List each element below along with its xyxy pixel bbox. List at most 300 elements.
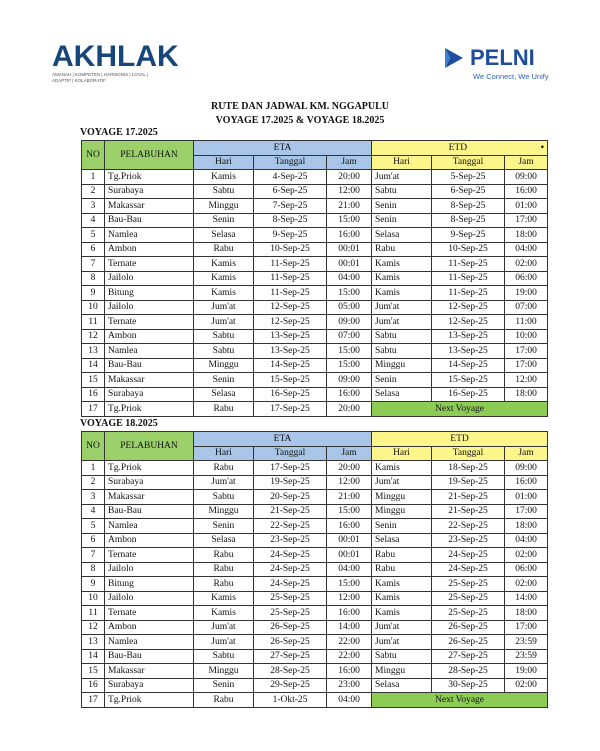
row-eta-jam: 16:00 bbox=[327, 664, 372, 679]
title-line-2: VOYAGE 17.2025 & VOYAGE 18.2025 bbox=[215, 115, 385, 126]
row-no: 7 bbox=[82, 548, 105, 563]
row-port: Surabaya bbox=[105, 184, 194, 199]
table-row bbox=[82, 199, 548, 214]
row-etd-jam: 02:00 bbox=[505, 548, 548, 563]
row-etd-hari: Kamis bbox=[372, 577, 432, 592]
row-etd-hari: Selasa bbox=[372, 678, 432, 693]
table-row bbox=[82, 300, 548, 315]
row-etd-jam: 02:00 bbox=[505, 577, 548, 592]
row-eta-jam: 04:00 bbox=[327, 562, 372, 577]
row-etd-hari: Kamis bbox=[372, 257, 432, 272]
title-line-1: RUTE DAN JADWAL KM. NGGAPULU bbox=[210, 101, 390, 112]
row-eta-jam: 16:00 bbox=[327, 519, 372, 534]
row-eta-hari: Senin bbox=[194, 678, 254, 693]
row-eta-jam: 22:00 bbox=[327, 649, 372, 664]
header-etd-tanggal: Tanggal bbox=[432, 155, 505, 170]
row-eta-hari: Jum'at bbox=[194, 620, 254, 635]
row-eta-jam: 04:00 bbox=[327, 693, 372, 708]
row-port: Namlea bbox=[105, 344, 194, 359]
row-etd-jam: 09:00 bbox=[505, 170, 548, 185]
table-row bbox=[82, 548, 548, 563]
row-no: 9 bbox=[82, 577, 105, 592]
row-eta-jam: 20:00 bbox=[327, 402, 372, 417]
row-eta-tanggal: 4-Sep-25 bbox=[254, 170, 327, 185]
table-row bbox=[82, 402, 548, 417]
row-no: 15 bbox=[82, 664, 105, 679]
row-eta-tanggal: 11-Sep-25 bbox=[254, 286, 327, 301]
bullet-mark: • bbox=[540, 142, 545, 153]
row-eta-jam: 15:00 bbox=[327, 577, 372, 592]
header-eta-tanggal: Tanggal bbox=[254, 446, 327, 461]
row-eta-tanggal: 17-Sep-25 bbox=[254, 402, 327, 417]
row-etd-hari: Jum'at bbox=[372, 315, 432, 330]
row-no: 15 bbox=[82, 373, 105, 388]
voyage-label: VOYAGE 18.2025 bbox=[80, 418, 158, 429]
header-etd-hari: Hari bbox=[372, 155, 432, 170]
next-voyage-cell: Next Voyage bbox=[372, 402, 548, 417]
row-etd-tanggal: 26-Sep-25 bbox=[432, 635, 505, 650]
row-port: Tg.Priok bbox=[105, 693, 194, 708]
row-etd-tanggal: 13-Sep-25 bbox=[432, 344, 505, 359]
row-etd-tanggal: 6-Sep-25 bbox=[432, 184, 505, 199]
row-eta-hari: Kamis bbox=[194, 591, 254, 606]
row-etd-tanggal: 22-Sep-25 bbox=[432, 519, 505, 534]
table-row bbox=[82, 461, 548, 476]
row-port: Ternate bbox=[105, 315, 194, 330]
row-etd-hari: Kamis bbox=[372, 461, 432, 476]
row-port: Ternate bbox=[105, 606, 194, 621]
row-eta-hari: Minggu bbox=[194, 358, 254, 373]
row-eta-jam: 15:00 bbox=[327, 358, 372, 373]
row-etd-tanggal: 21-Sep-25 bbox=[432, 490, 505, 505]
row-eta-tanggal: 25-Sep-25 bbox=[254, 606, 327, 621]
row-eta-jam: 09:00 bbox=[327, 373, 372, 388]
row-no: 11 bbox=[82, 315, 105, 330]
row-etd-tanggal: 16-Sep-25 bbox=[432, 387, 505, 402]
row-etd-tanggal: 8-Sep-25 bbox=[432, 213, 505, 228]
akhlak-tagline: AMANAH | KOMPETEN | HARMONIS | LOYAL | ADAPTIF | KOLABORATIF bbox=[52, 72, 149, 83]
row-eta-hari: Selasa bbox=[194, 387, 254, 402]
row-no: 11 bbox=[82, 606, 105, 621]
header-eta-hari: Hari bbox=[194, 446, 254, 461]
row-etd-tanggal: 30-Sep-25 bbox=[432, 678, 505, 693]
row-eta-tanggal: 10-Sep-25 bbox=[254, 242, 327, 257]
row-etd-jam: 01:00 bbox=[505, 199, 548, 214]
row-eta-hari: Kamis bbox=[194, 606, 254, 621]
row-no: 3 bbox=[82, 199, 105, 214]
row-etd-jam: 17:00 bbox=[505, 344, 548, 359]
table-row bbox=[82, 170, 548, 185]
row-etd-hari: Selasa bbox=[372, 533, 432, 548]
row-no: 9 bbox=[82, 286, 105, 301]
row-eta-hari: Rabu bbox=[194, 461, 254, 476]
row-etd-jam: 23:59 bbox=[505, 635, 548, 650]
row-etd-jam: 16:00 bbox=[505, 184, 548, 199]
row-port: Ambon bbox=[105, 242, 194, 257]
header-no: NO bbox=[82, 141, 105, 170]
table-row bbox=[82, 315, 548, 330]
row-eta-jam: 16:00 bbox=[327, 606, 372, 621]
table-row bbox=[82, 620, 548, 635]
row-eta-tanggal: 23-Sep-25 bbox=[254, 533, 327, 548]
row-etd-tanggal: 19-Sep-25 bbox=[432, 475, 505, 490]
row-port: Makassar bbox=[105, 199, 194, 214]
row-eta-jam: 16:00 bbox=[327, 387, 372, 402]
header-etd bbox=[372, 432, 548, 447]
row-eta-hari: Jum'at bbox=[194, 635, 254, 650]
row-port: Bau-Bau bbox=[105, 649, 194, 664]
row-eta-hari: Sabtu bbox=[194, 329, 254, 344]
akhlak-logo-text: AKHLAK bbox=[52, 40, 179, 73]
row-etd-tanggal: 10-Sep-25 bbox=[432, 242, 505, 257]
row-etd-tanggal: 25-Sep-25 bbox=[432, 577, 505, 592]
table-row bbox=[82, 387, 548, 402]
row-eta-hari: Senin bbox=[194, 519, 254, 534]
row-etd-tanggal: 14-Sep-25 bbox=[432, 358, 505, 373]
akhlak-logo bbox=[52, 42, 179, 84]
row-eta-hari: Rabu bbox=[194, 577, 254, 592]
row-no: 13 bbox=[82, 635, 105, 650]
row-etd-hari: Rabu bbox=[372, 242, 432, 257]
row-port: Bau-Bau bbox=[105, 358, 194, 373]
header-etd bbox=[372, 141, 548, 156]
row-etd-jam: 01:00 bbox=[505, 490, 548, 505]
row-etd-jam: 19:00 bbox=[505, 664, 548, 679]
row-port: Bitung bbox=[105, 577, 194, 592]
table-row bbox=[82, 475, 548, 490]
table-row bbox=[82, 533, 548, 548]
row-etd-tanggal: 26-Sep-25 bbox=[432, 620, 505, 635]
row-eta-jam: 09:00 bbox=[327, 315, 372, 330]
row-eta-hari: Senin bbox=[194, 213, 254, 228]
row-etd-tanggal: 13-Sep-25 bbox=[432, 329, 505, 344]
row-etd-tanggal: 15-Sep-25 bbox=[432, 373, 505, 388]
row-eta-tanggal: 29-Sep-25 bbox=[254, 678, 327, 693]
table-row bbox=[82, 693, 548, 708]
row-no: 14 bbox=[82, 358, 105, 373]
row-eta-tanggal: 27-Sep-25 bbox=[254, 649, 327, 664]
row-etd-jam: 09:00 bbox=[505, 461, 548, 476]
header-no: NO bbox=[82, 432, 105, 461]
row-no: 12 bbox=[82, 329, 105, 344]
row-no: 13 bbox=[82, 344, 105, 359]
row-etd-tanggal: 9-Sep-25 bbox=[432, 228, 505, 243]
row-port: Jailolo bbox=[105, 271, 194, 286]
row-etd-jam: 18:00 bbox=[505, 228, 548, 243]
row-eta-hari: Rabu bbox=[194, 693, 254, 708]
row-port: Namlea bbox=[105, 228, 194, 243]
row-eta-tanggal: 11-Sep-25 bbox=[254, 257, 327, 272]
row-port: Bitung bbox=[105, 286, 194, 301]
row-eta-tanggal: 12-Sep-25 bbox=[254, 300, 327, 315]
header-etd-label: ETD bbox=[448, 142, 468, 153]
row-etd-jam: 02:00 bbox=[505, 257, 548, 272]
row-no: 2 bbox=[82, 184, 105, 199]
table-row bbox=[82, 635, 548, 650]
row-etd-tanggal: 23-Sep-25 bbox=[432, 533, 505, 548]
table-row bbox=[82, 257, 548, 272]
row-port: Tg.Priok bbox=[105, 461, 194, 476]
header-etd-label: ETD bbox=[450, 433, 469, 444]
header bbox=[0, 40, 600, 90]
row-eta-hari: Jum'at bbox=[194, 475, 254, 490]
row-etd-jam: 17:00 bbox=[505, 504, 548, 519]
row-etd-tanggal: 11-Sep-25 bbox=[432, 271, 505, 286]
table-row bbox=[82, 213, 548, 228]
row-etd-tanggal: 8-Sep-25 bbox=[432, 199, 505, 214]
row-eta-tanggal: 25-Sep-25 bbox=[254, 591, 327, 606]
table-row bbox=[82, 329, 548, 344]
row-etd-jam: 11:00 bbox=[505, 315, 548, 330]
header-pelabuhan: PELABUHAN bbox=[105, 141, 194, 170]
row-etd-tanggal: 21-Sep-25 bbox=[432, 504, 505, 519]
row-eta-tanggal: 24-Sep-25 bbox=[254, 577, 327, 592]
row-etd-jam: 19:00 bbox=[505, 286, 548, 301]
row-eta-tanggal: 11-Sep-25 bbox=[254, 271, 327, 286]
page-title bbox=[0, 100, 600, 128]
header-eta-jam: Jam bbox=[327, 155, 372, 170]
row-eta-hari: Selasa bbox=[194, 228, 254, 243]
row-eta-tanggal: 15-Sep-25 bbox=[254, 373, 327, 388]
row-eta-jam: 12:00 bbox=[327, 184, 372, 199]
row-eta-tanggal: 26-Sep-25 bbox=[254, 635, 327, 650]
row-eta-hari: Minggu bbox=[194, 664, 254, 679]
row-port: Tg.Priok bbox=[105, 170, 194, 185]
row-no: 16 bbox=[82, 678, 105, 693]
table-row bbox=[82, 504, 548, 519]
table-row bbox=[82, 271, 548, 286]
row-no: 1 bbox=[82, 461, 105, 476]
row-eta-tanggal: 24-Sep-25 bbox=[254, 562, 327, 577]
table-row bbox=[82, 606, 548, 621]
row-no: 16 bbox=[82, 387, 105, 402]
row-eta-hari: Sabtu bbox=[194, 184, 254, 199]
row-etd-jam: 17:00 bbox=[505, 358, 548, 373]
row-etd-tanggal: 25-Sep-25 bbox=[432, 591, 505, 606]
table-row bbox=[82, 184, 548, 199]
row-etd-jam: 02:00 bbox=[505, 678, 548, 693]
row-etd-tanggal: 27-Sep-25 bbox=[432, 649, 505, 664]
row-etd-hari: Senin bbox=[372, 373, 432, 388]
next-voyage-cell: Next Voyage bbox=[372, 693, 548, 708]
row-etd-hari: Selasa bbox=[372, 228, 432, 243]
row-port: Ternate bbox=[105, 548, 194, 563]
row-eta-hari: Rabu bbox=[194, 562, 254, 577]
row-etd-jam: 07:00 bbox=[505, 300, 548, 315]
row-etd-jam: 23:59 bbox=[505, 649, 548, 664]
row-eta-jam: 05:00 bbox=[327, 300, 372, 315]
row-eta-tanggal: 26-Sep-25 bbox=[254, 620, 327, 635]
row-etd-hari: Jum'at bbox=[372, 300, 432, 315]
row-eta-tanggal: 12-Sep-25 bbox=[254, 315, 327, 330]
table-row bbox=[82, 649, 548, 664]
row-port: Surabaya bbox=[105, 678, 194, 693]
table-row bbox=[82, 577, 548, 592]
table-row bbox=[82, 344, 548, 359]
row-eta-tanggal: 9-Sep-25 bbox=[254, 228, 327, 243]
row-port: Ambon bbox=[105, 329, 194, 344]
row-port: Makassar bbox=[105, 664, 194, 679]
row-eta-hari: Senin bbox=[194, 373, 254, 388]
row-etd-jam: 17:00 bbox=[505, 620, 548, 635]
row-eta-jam: 21:00 bbox=[327, 490, 372, 505]
row-eta-tanggal: 14-Sep-25 bbox=[254, 358, 327, 373]
row-eta-hari: Minggu bbox=[194, 199, 254, 214]
row-eta-tanggal: 16-Sep-25 bbox=[254, 387, 327, 402]
row-etd-hari: Sabtu bbox=[372, 329, 432, 344]
row-etd-hari: Minggu bbox=[372, 490, 432, 505]
header-etd-tanggal: Tanggal bbox=[432, 446, 505, 461]
row-etd-hari: Kamis bbox=[372, 286, 432, 301]
row-etd-hari: Jum'at bbox=[372, 635, 432, 650]
schedule-table bbox=[81, 140, 548, 417]
row-eta-jam: 07:00 bbox=[327, 329, 372, 344]
row-eta-jam: 21:00 bbox=[327, 199, 372, 214]
table-row bbox=[82, 228, 548, 243]
pelni-logo-text: PELNI bbox=[470, 45, 535, 70]
row-etd-hari: Sabtu bbox=[372, 649, 432, 664]
row-port: Surabaya bbox=[105, 387, 194, 402]
row-eta-tanggal: 20-Sep-25 bbox=[254, 490, 327, 505]
table-row bbox=[82, 358, 548, 373]
header-eta: ETA bbox=[194, 141, 372, 156]
row-etd-tanggal: 11-Sep-25 bbox=[432, 257, 505, 272]
row-eta-tanggal: 6-Sep-25 bbox=[254, 184, 327, 199]
row-eta-tanggal: 24-Sep-25 bbox=[254, 548, 327, 563]
row-etd-tanggal: 28-Sep-25 bbox=[432, 664, 505, 679]
row-etd-jam: 04:00 bbox=[505, 242, 548, 257]
row-port: Bau-Bau bbox=[105, 213, 194, 228]
row-no: 6 bbox=[82, 242, 105, 257]
row-no: 8 bbox=[82, 271, 105, 286]
row-etd-hari: Kamis bbox=[372, 271, 432, 286]
row-etd-jam: 04:00 bbox=[505, 533, 548, 548]
row-port: Ambon bbox=[105, 620, 194, 635]
row-etd-jam: 18:00 bbox=[505, 387, 548, 402]
row-port: Ternate bbox=[105, 257, 194, 272]
row-etd-jam: 06:00 bbox=[505, 562, 548, 577]
header-etd-jam: Jam bbox=[505, 155, 548, 170]
row-etd-hari: Kamis bbox=[372, 606, 432, 621]
schedule-table bbox=[81, 431, 548, 708]
row-eta-jam: 14:00 bbox=[327, 620, 372, 635]
row-etd-jam: 14:00 bbox=[505, 591, 548, 606]
row-etd-hari: Minggu bbox=[372, 358, 432, 373]
row-etd-hari: Jum'at bbox=[372, 475, 432, 490]
header-eta-hari: Hari bbox=[194, 155, 254, 170]
row-port: Jailolo bbox=[105, 591, 194, 606]
row-eta-tanggal: 13-Sep-25 bbox=[254, 329, 327, 344]
header-etd-hari: Hari bbox=[372, 446, 432, 461]
row-etd-tanggal: 12-Sep-25 bbox=[432, 300, 505, 315]
row-etd-hari: Selasa bbox=[372, 387, 432, 402]
row-etd-tanggal: 18-Sep-25 bbox=[432, 461, 505, 476]
row-no: 7 bbox=[82, 257, 105, 272]
row-no: 17 bbox=[82, 693, 105, 708]
row-eta-hari: Rabu bbox=[194, 242, 254, 257]
row-eta-tanggal: 21-Sep-25 bbox=[254, 504, 327, 519]
row-port: Jailolo bbox=[105, 562, 194, 577]
row-etd-tanggal: 24-Sep-25 bbox=[432, 548, 505, 563]
row-no: 17 bbox=[82, 402, 105, 417]
row-port: Jailolo bbox=[105, 300, 194, 315]
row-etd-hari: Kamis bbox=[372, 591, 432, 606]
row-eta-hari: Sabtu bbox=[194, 649, 254, 664]
row-no: 10 bbox=[82, 591, 105, 606]
row-etd-tanggal: 25-Sep-25 bbox=[432, 606, 505, 621]
row-eta-tanggal: 19-Sep-25 bbox=[254, 475, 327, 490]
voyage-label: VOYAGE 17.2025 bbox=[80, 127, 158, 138]
row-eta-tanggal: 1-Okt-25 bbox=[254, 693, 327, 708]
row-no: 5 bbox=[82, 519, 105, 534]
row-eta-jam: 00:01 bbox=[327, 257, 372, 272]
row-eta-jam: 04:00 bbox=[327, 271, 372, 286]
row-eta-jam: 20:00 bbox=[327, 170, 372, 185]
row-port: Makassar bbox=[105, 490, 194, 505]
row-no: 1 bbox=[82, 170, 105, 185]
row-eta-hari: Selasa bbox=[194, 533, 254, 548]
row-eta-tanggal: 22-Sep-25 bbox=[254, 519, 327, 534]
row-eta-hari: Jum'at bbox=[194, 315, 254, 330]
row-eta-jam: 23:00 bbox=[327, 678, 372, 693]
table-row bbox=[82, 519, 548, 534]
pelni-tagline: We Connect, We Unify bbox=[473, 72, 549, 81]
table-row bbox=[82, 678, 548, 693]
row-etd-tanggal: 5-Sep-25 bbox=[432, 170, 505, 185]
row-etd-hari: Jum'at bbox=[372, 170, 432, 185]
row-etd-hari: Sabtu bbox=[372, 184, 432, 199]
row-eta-jam: 15:00 bbox=[327, 286, 372, 301]
row-etd-jam: 12:00 bbox=[505, 373, 548, 388]
table-row bbox=[82, 664, 548, 679]
row-no: 10 bbox=[82, 300, 105, 315]
row-no: 5 bbox=[82, 228, 105, 243]
row-etd-hari: Senin bbox=[372, 199, 432, 214]
row-eta-jam: 00:01 bbox=[327, 242, 372, 257]
row-eta-hari: Sabtu bbox=[194, 344, 254, 359]
row-eta-jam: 12:00 bbox=[327, 475, 372, 490]
row-eta-jam: 20:00 bbox=[327, 461, 372, 476]
row-etd-hari: Rabu bbox=[372, 562, 432, 577]
row-eta-jam: 22:00 bbox=[327, 635, 372, 650]
row-port: Bau-Bau bbox=[105, 504, 194, 519]
row-no: 4 bbox=[82, 213, 105, 228]
row-eta-hari: Kamis bbox=[194, 286, 254, 301]
row-etd-hari: Minggu bbox=[372, 504, 432, 519]
table-row bbox=[82, 286, 548, 301]
row-eta-jam: 00:01 bbox=[327, 548, 372, 563]
row-eta-jam: 00:01 bbox=[327, 533, 372, 548]
row-no: 12 bbox=[82, 620, 105, 635]
header-eta-tanggal: Tanggal bbox=[254, 155, 327, 170]
row-no: 4 bbox=[82, 504, 105, 519]
row-eta-jam: 15:00 bbox=[327, 213, 372, 228]
row-etd-tanggal: 11-Sep-25 bbox=[432, 286, 505, 301]
row-etd-hari: Minggu bbox=[372, 664, 432, 679]
row-etd-tanggal: 12-Sep-25 bbox=[432, 315, 505, 330]
table-row bbox=[82, 490, 548, 505]
row-etd-hari: Senin bbox=[372, 519, 432, 534]
row-eta-hari: Kamis bbox=[194, 271, 254, 286]
row-etd-jam: 10:00 bbox=[505, 329, 548, 344]
row-etd-tanggal: 24-Sep-25 bbox=[432, 562, 505, 577]
row-eta-jam: 16:00 bbox=[327, 228, 372, 243]
row-eta-hari: Kamis bbox=[194, 257, 254, 272]
row-no: 3 bbox=[82, 490, 105, 505]
header-eta-jam: Jam bbox=[327, 446, 372, 461]
pelni-logo bbox=[442, 46, 549, 81]
row-port: Surabaya bbox=[105, 475, 194, 490]
